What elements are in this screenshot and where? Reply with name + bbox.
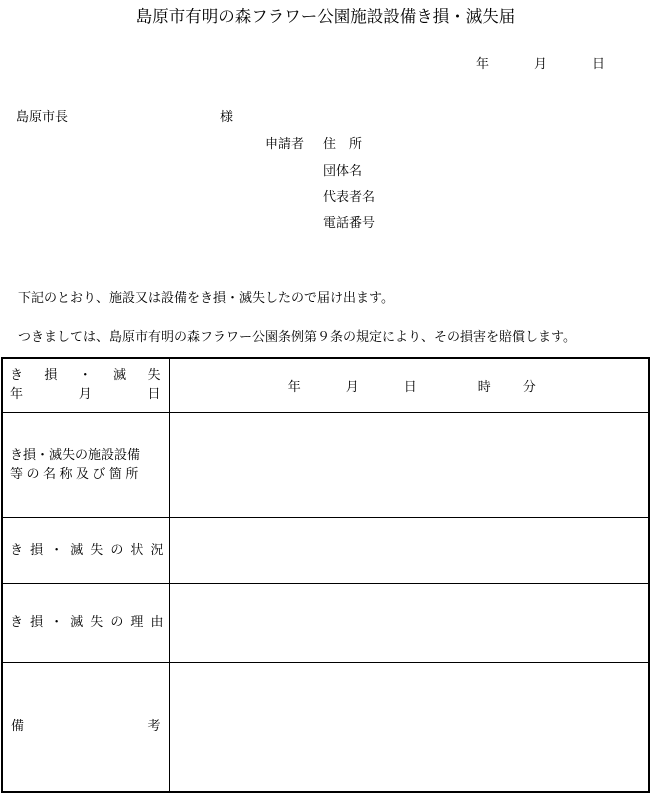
table-row <box>2 517 649 583</box>
remarks-label-cell: 備 考 <box>2 662 169 792</box>
group-name-label: 団体名 <box>323 164 363 179</box>
notice-paragraph: 下記のとおり、施設又は設備をき損・滅失したので届け出ます。 <box>18 291 394 306</box>
applicant-label: 申請者 <box>265 137 305 152</box>
phone-label: 電話番号 <box>323 216 376 231</box>
address-label: 住 所 <box>323 137 363 152</box>
remarks-value-cell[interactable] <box>169 662 649 792</box>
report-table <box>1 357 650 793</box>
table-row <box>2 358 649 412</box>
condition-label-cell: き 損 ・ 滅 失 の 状 況 <box>2 517 169 583</box>
submission-date <box>476 53 605 72</box>
form-title: 島原市有明の森フラワー公園施設設備き損・滅失届 <box>135 7 516 26</box>
table-row <box>2 662 649 792</box>
date-label-cell: き 損 ・ 滅 失 年 月 日 <box>2 358 169 412</box>
table-row <box>2 412 649 517</box>
representative-label: 代表者名 <box>323 190 376 205</box>
compensation-paragraph: つきましては、島原市有明の森フラワー公園条例第９条の規定により、その損害を賠償します。 <box>18 330 576 345</box>
facility-label-cell: き損・滅失の施設設備 等 の 名 称 及 び 箇 所 <box>2 412 169 517</box>
condition-value-cell[interactable] <box>169 517 649 583</box>
reason-label-cell: き 損 ・ 滅 失 の 理 由 <box>2 583 169 662</box>
year-label: 年 <box>476 57 490 72</box>
day-label: 日 <box>592 57 606 72</box>
reason-value-cell[interactable] <box>169 583 649 662</box>
table-row <box>2 583 649 662</box>
month-label: 月 <box>534 57 548 72</box>
date-value-cell[interactable]: 年 月 日 時 分 <box>169 358 649 412</box>
facility-value-cell[interactable] <box>169 412 649 517</box>
honorific: 様 <box>220 110 234 125</box>
addressee: 島原市長 <box>16 110 69 125</box>
